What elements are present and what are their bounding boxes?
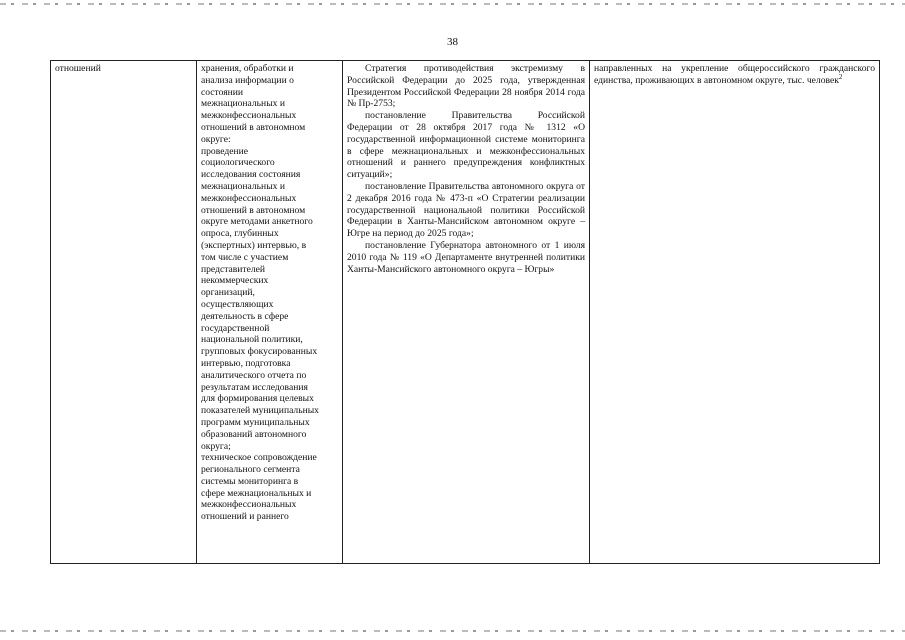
col2-line: государственной: [201, 322, 270, 334]
col2-line: межконфессиональных: [201, 499, 297, 511]
col2-line: показателей муниципальных: [201, 405, 319, 417]
col2-line: национальной политики,: [201, 334, 303, 346]
col2-line: для формирования целевых: [201, 393, 314, 405]
col2-line: хранения, обработки и: [201, 63, 294, 74]
page-number: 38: [447, 36, 458, 48]
col2-line: отношений и раннего: [201, 511, 289, 523]
col2-line: отношений в автономном: [201, 121, 306, 133]
col2-line: интервью, подготовка: [201, 357, 291, 369]
col2-line: техническое сопровождение: [201, 452, 317, 464]
table-cell-col4: [590, 61, 880, 564]
col2-line: результатам исследования: [201, 381, 308, 393]
col2-line: межконфессиональных: [201, 110, 297, 122]
col2-line: программ муниципальных: [201, 416, 310, 428]
col2-line: социологического: [201, 157, 275, 169]
col1-text: отношений: [55, 63, 101, 74]
col2-line: аналитического отчета по: [201, 369, 307, 381]
document-table: [50, 60, 880, 564]
col4-text: направленных на укрепление общероссийского гражданского единства, проживающих в автономном округе, тыс. человек: [594, 63, 875, 86]
col3-legal-acts: [347, 63, 585, 275]
scan-edge-top: [0, 3, 905, 5]
col2-line: регионального сегмента: [201, 464, 300, 476]
col2-line: округе методами анкетного: [201, 216, 313, 228]
col2-line: некоммерческих: [201, 275, 269, 287]
legal-act-paragraph: постановление Правительства Российской Федерации от 28 октября 2017 года № 1312 «О государственной информационной системе мониторинга в сфере межнациональных и межконфессиональных отношений и раннего предупреждения конфликтных ситуаций»;: [347, 110, 585, 181]
col2-line: образований автономного: [201, 428, 307, 440]
legal-act-paragraph: Стратегия противодействия экстремизму в Российской Федерации до 2025 года, утвержденная Президентом Российской Федерации 28 ноября 2014 года № Пр-2753;: [347, 63, 585, 110]
col2-line: представителей: [201, 263, 266, 275]
table-cell-col2: [197, 61, 343, 564]
col2-line: округе:: [201, 133, 231, 145]
col2-line: деятельность в сфере: [201, 310, 289, 322]
table-cell-col1: [51, 61, 197, 564]
col2-line: сфере межнациональных и: [201, 487, 312, 499]
scan-edge-bottom: [0, 630, 905, 632]
col2-line: состоянии: [201, 86, 244, 98]
col2-line: (экспертных) интервью, в: [201, 239, 307, 251]
table-row: [51, 61, 880, 564]
col2-line: отношений в автономном: [201, 204, 306, 216]
col2-line: опроса, глубинных: [201, 228, 279, 240]
col2-line: групповых фокусированных: [201, 346, 318, 358]
col2-line: анализа информации о: [201, 74, 294, 86]
col2-line: проведение: [201, 145, 248, 157]
table-cell-col3: [343, 61, 590, 564]
legal-act-paragraph: постановление Губернатора автономного от 1 июля 2010 года № 119 «О Департаменте внутренней политики Ханты-Мансийского автономного округа – Югры»: [347, 239, 585, 275]
col2-line: организаций,: [201, 287, 255, 299]
col2-line: округа;: [201, 440, 231, 452]
legal-act-paragraph: постановление Правительства автономного округа от 2 декабря 2016 года № 473-п «О Стратегии реализации государственной национальной политики Российской Федерации в Ханты-Мансийском автономном округе – Югре на период до 2025 года»;: [347, 180, 585, 240]
col2-line: межконфессиональных: [201, 192, 297, 204]
col2-line: осуществляющих: [201, 298, 274, 310]
col2-line: межнациональных и: [201, 98, 285, 110]
col2-line: том числе с участием: [201, 251, 289, 263]
col2-line: исследования состояния: [201, 169, 301, 181]
col2-text: [201, 63, 338, 523]
col2-line: системы мониторинга в: [201, 475, 299, 487]
footnote-marker: 2: [838, 72, 843, 81]
col2-line: межнациональных и: [201, 180, 285, 192]
